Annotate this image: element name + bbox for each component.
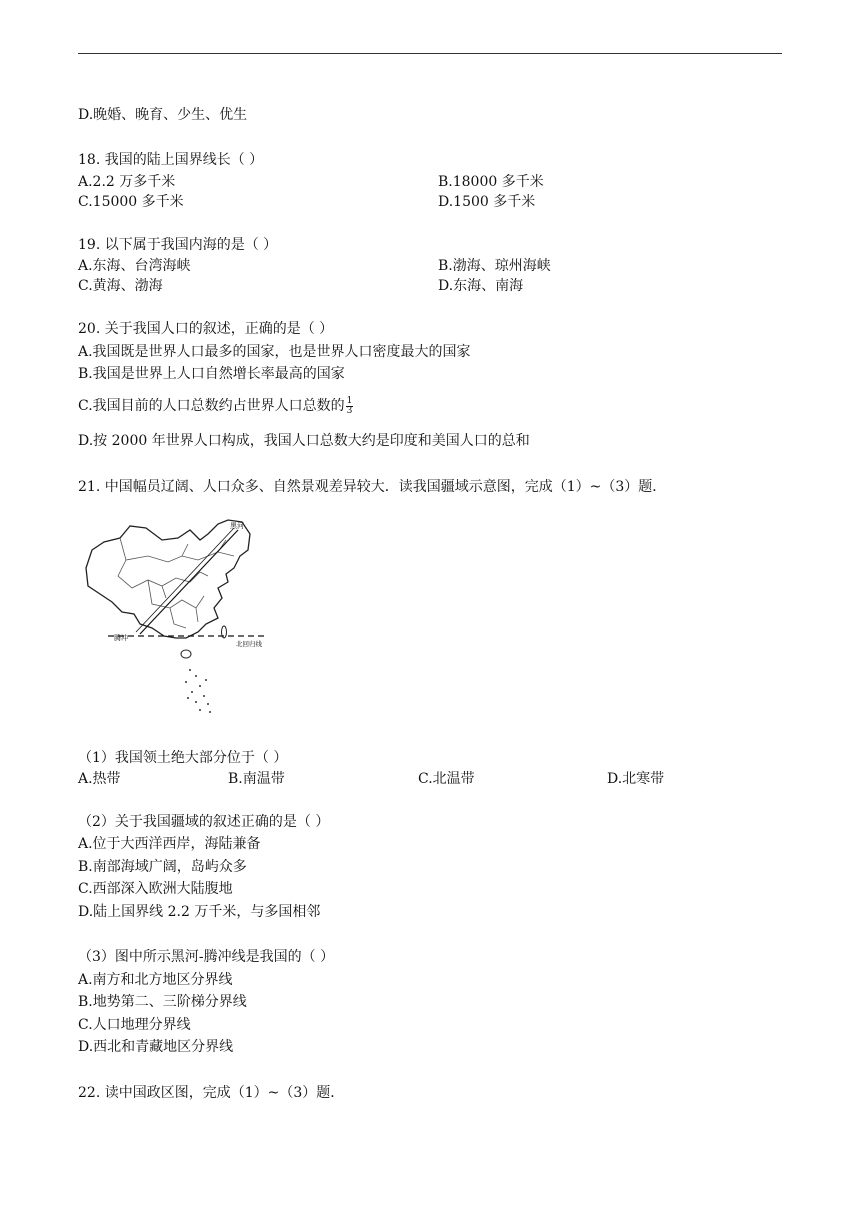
heihe-tengchong-line [140,530,238,634]
label-heihe: 黑河 [230,522,244,530]
q18-option-a: A.2.2 万多千米 [78,174,176,190]
q21-sub1-option-d: D.北寒带 [607,771,665,787]
q18-option-c: C.15000 多千米 [78,194,184,210]
q21-sub3-option-d: D.西北和青藏地区分界线 [78,1039,234,1055]
fraction-numerator: 1 [346,395,353,406]
q20-option-d: D.按 2000 年世界人口构成，我国人口总数大约是印度和美国人口的总和 [78,433,530,449]
q21-sub3-option-c: C.人口地理分界线 [78,1017,191,1033]
q20-option-a: A.我国既是世界人口最多的国家，也是世界人口密度最大的国家 [78,344,471,360]
q21-sub2-option-a: A.位于大西洋西岸，海陆兼备 [78,836,261,852]
q21-sub1-stem: （1）我国领土绝大部分位于（ ） [78,750,288,766]
q18-option-d: D.1500 多千米 [438,194,536,210]
q20-stem: 20. 关于我国人口的叙述，正确的是（ ） [78,321,334,337]
label-tengchong: 腾冲 [114,634,128,642]
q17-option-d: D.晚婚、晚育、少生、优生 [78,107,248,123]
q19-option-b: B.渤海、琼州海峡 [438,258,551,274]
q21-sub3-stem: （3）图中所示黑河-腾冲线是我国的（ ） [78,949,335,965]
q21-sub2-option-c: C.西部深入欧洲大陆腹地 [78,881,233,897]
q21-sub1-option-a: A.热带 [78,771,121,787]
q21-sub1-option-b: B.南温带 [228,771,285,787]
china-territory-map [78,516,278,720]
one-third-fraction [346,397,354,416]
q21-sub2-option-b: B.南部海域广阔，岛屿众多 [78,859,247,875]
hainan-island [181,650,191,658]
q20-option-c-text: C.我国目前的人口总数约占世界人口总数的 [78,398,345,414]
fraction-denominator: 3 [346,405,353,416]
q19-stem: 19. 以下属于我国内海的是（ ） [78,237,278,253]
q19-option-a: A.东海、台湾海峡 [78,258,191,274]
q21-sub1-option-c: C.北温带 [418,771,475,787]
header-rule [78,53,782,54]
q21-sub2-option-d: D.陆上国界线 2.2 万千米，与多国相邻 [78,904,321,920]
q21-sub3-option-a: A.南方和北方地区分界线 [78,972,233,988]
q22-stem: 22. 读中国政区图，完成（1）~（3）题． [78,1085,345,1101]
q21-sub3-option-b: B.地势第二、三阶梯分界线 [78,994,247,1010]
q18-option-b: B.18000 多千米 [438,174,544,190]
q18-stem: 18. 我国的陆上国界线长（ ） [78,152,264,168]
label-tropic: 北回归线 [236,640,262,648]
q20-option-c [78,396,353,416]
q21-sub2-stem: （2）关于我国疆域的叙述正确的是（ ） [78,814,330,830]
south-sea-islands [185,669,211,713]
q20-option-b: B.我国是世界上人口自然增长率最高的国家 [78,366,345,382]
q21-stem: 21. 中国幅员辽阔、人口众多、自然景观差异较大．读我国疆域示意图，完成（1）~（3）题． [78,479,667,495]
q19-option-c: C.黄海、渤海 [78,278,163,294]
q19-option-d: D.东海、南海 [438,278,524,294]
